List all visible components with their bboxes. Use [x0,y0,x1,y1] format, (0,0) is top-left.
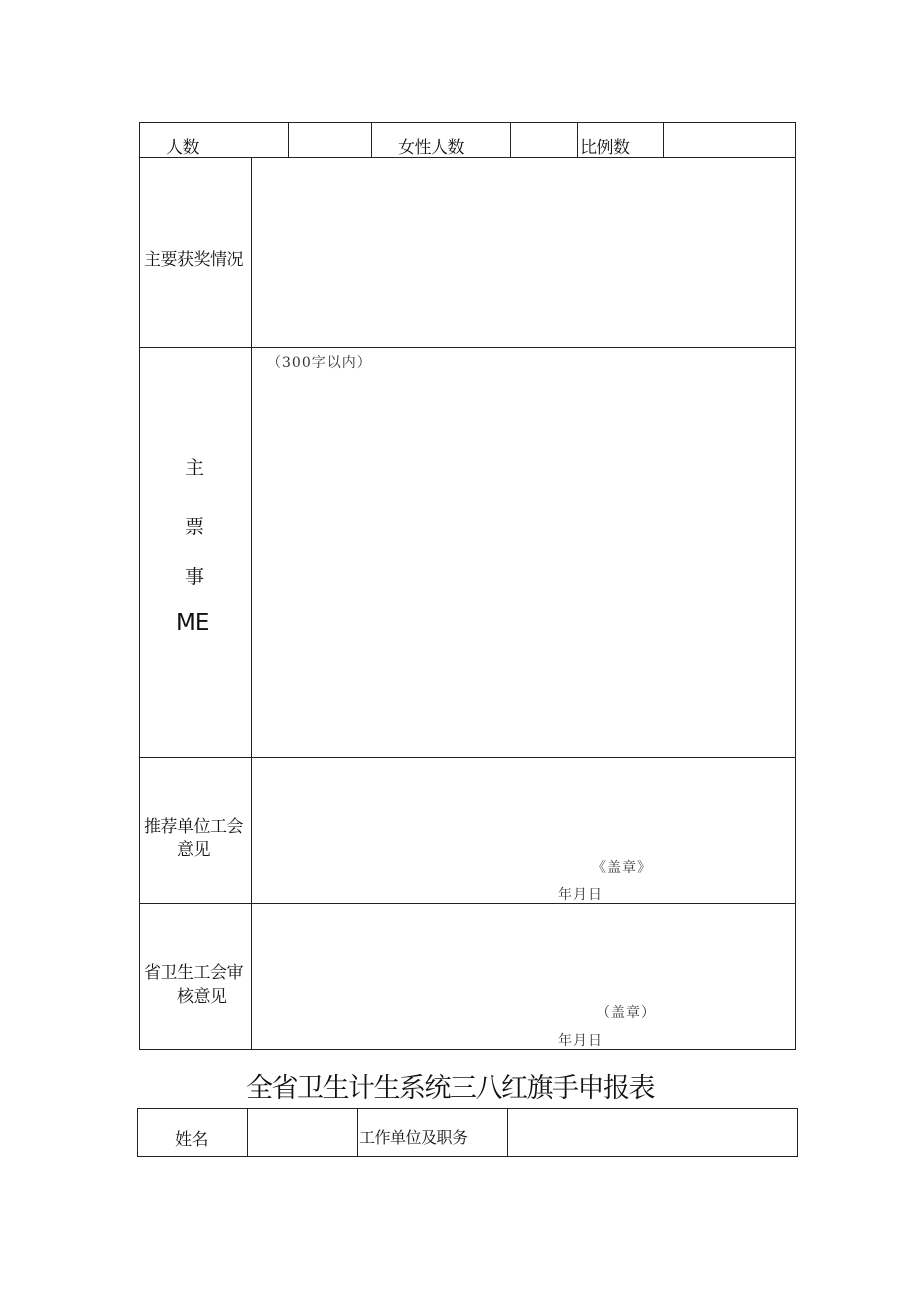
awards-content-cell[interactable] [252,158,795,347]
union-opinion-date: 年月日 [558,887,603,903]
deeds-label-char-4: ME [176,610,209,636]
deeds-label-char-3: 事 [185,566,204,588]
union-opinion-seal: 《盖章》 [592,860,652,876]
union-opinion-label-line2: 意见 [177,840,210,860]
name-value-cell[interactable] [248,1109,357,1156]
union-opinion-content-cell[interactable] [252,758,795,853]
form-title: 全省卫生计生系统三八红旗手申报表 [246,1073,654,1104]
union-opinion-label-line1: 推荐单位工会 [144,817,243,837]
unit-position-label: 工作单位及职务 [359,1128,468,1147]
ratio-label: 比例数 [580,138,630,158]
province-review-seal: （盖章） [596,1005,656,1021]
province-review-label-line2: 核意见 [177,987,227,1007]
name-label: 姓名 [175,1130,208,1150]
province-review-date: 年月日 [558,1033,603,1049]
awards-label: 主要获奖情况 [144,250,243,270]
deeds-content-cell[interactable] [252,372,795,757]
people-count-value-cell[interactable] [289,123,371,157]
ratio-value-cell[interactable] [664,123,795,157]
deeds-label-char-1: 主 [185,457,204,479]
province-review-content-cell[interactable] [252,904,795,999]
people-count-label: 人数 [166,138,199,158]
deeds-word-limit-hint: （300字以内） [267,355,372,371]
unit-position-value-cell[interactable] [508,1109,797,1156]
deeds-label-char-2: 票 [185,516,204,538]
female-count-value-cell[interactable] [511,123,577,157]
province-review-label-line1: 省卫生工会审 [144,963,243,983]
female-count-label: 女性人数 [398,138,464,158]
